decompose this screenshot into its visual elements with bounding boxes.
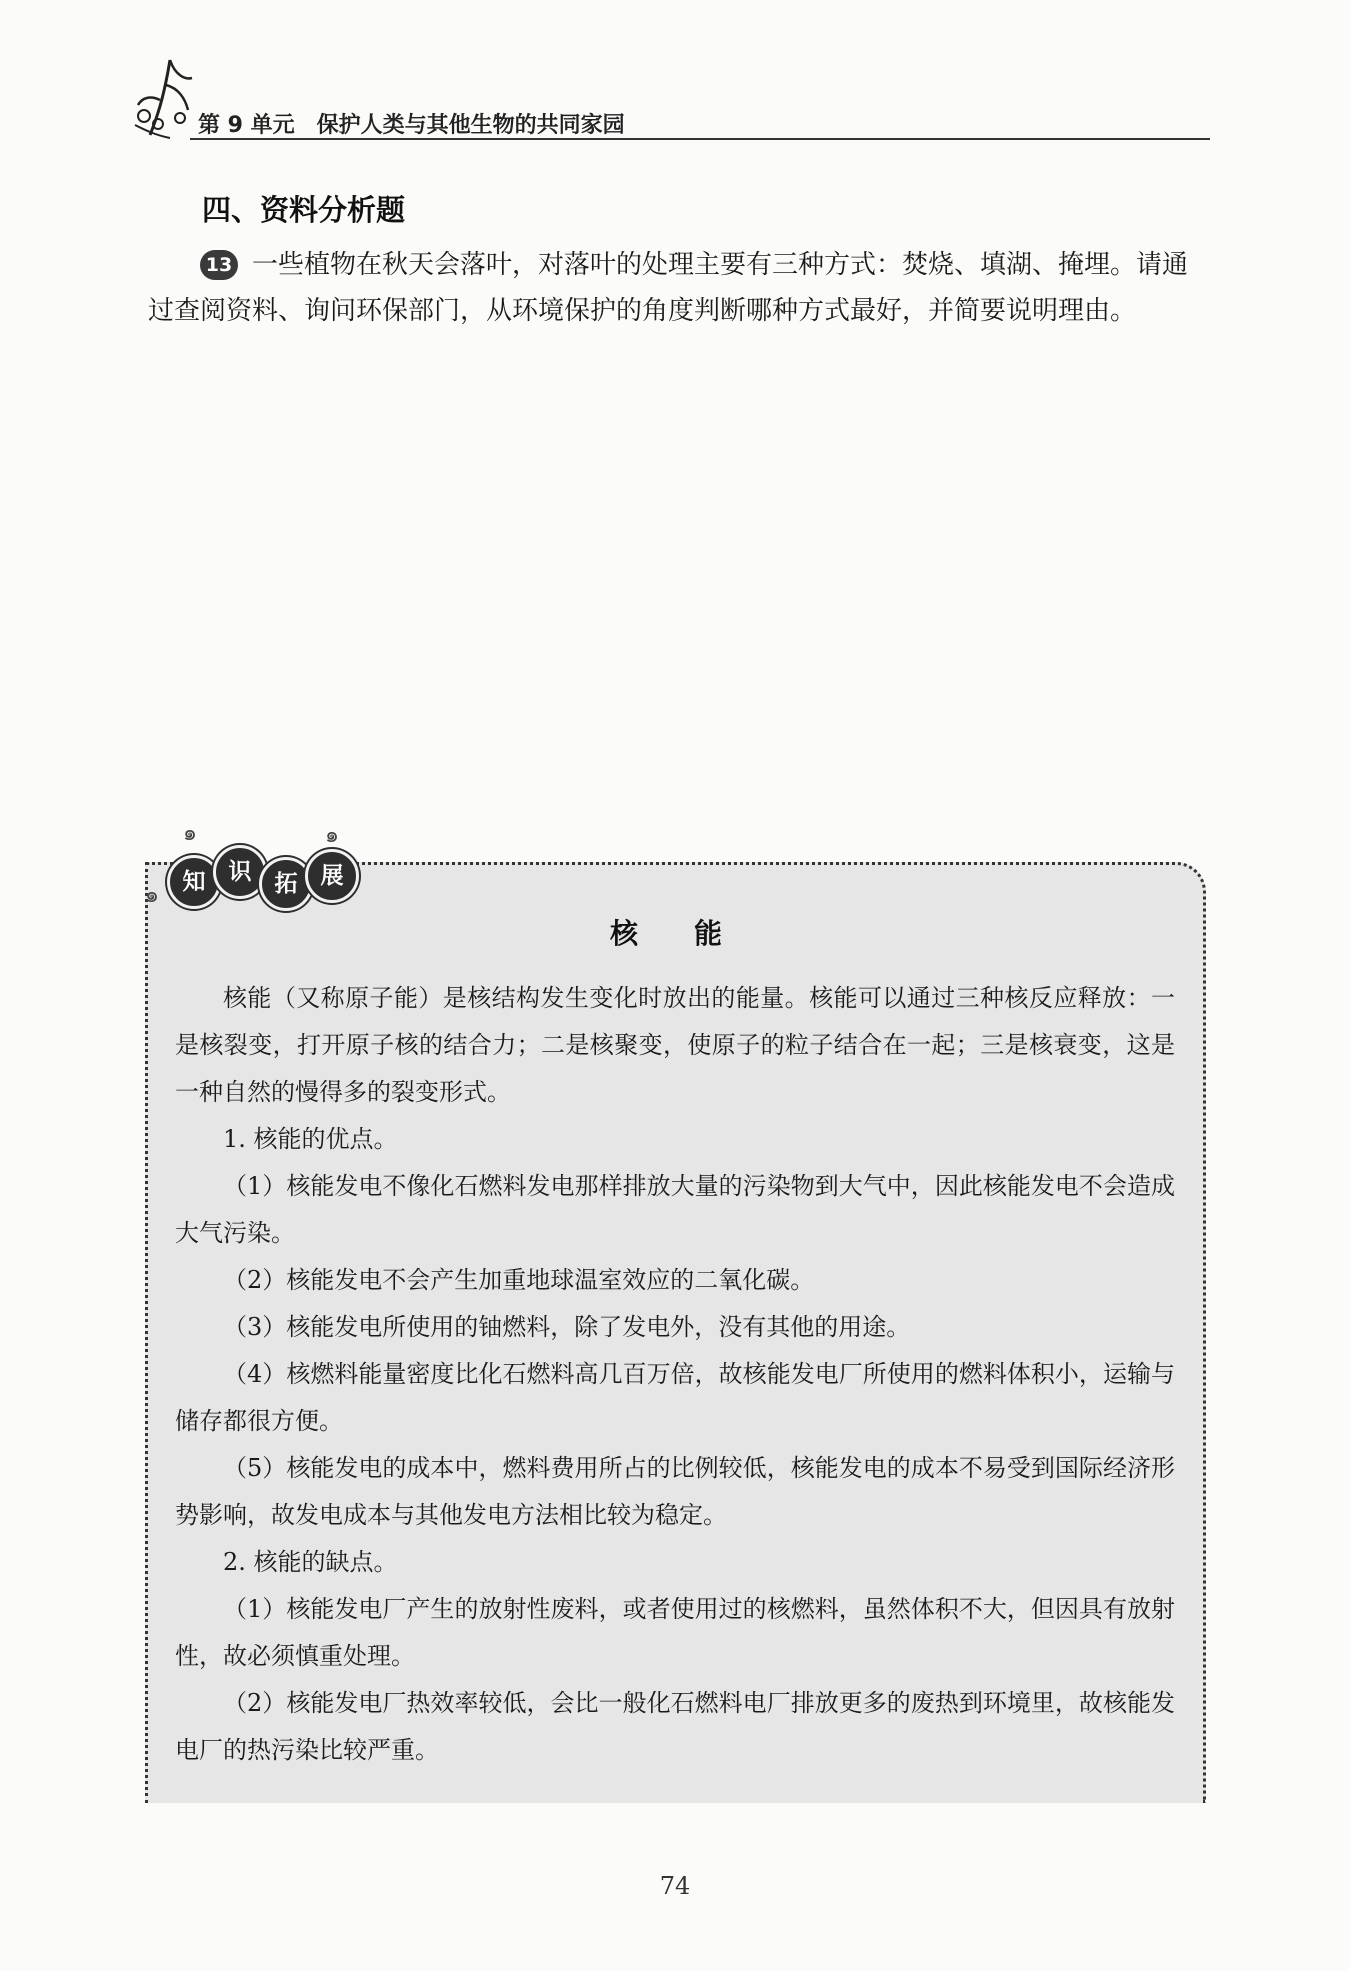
header-title (198, 108, 625, 139)
swirl-icon: ๑ (325, 823, 339, 848)
swirl-icon: ๑ (145, 883, 159, 908)
question-number-badge: 13 (200, 250, 238, 280)
badge-char-2: 识 (213, 845, 267, 899)
paragraph: （5）核能发电的成本中，燃料费用所占的比例较低，核能发电的成本不易受到国际经济形势影响，故发电成本与其他发电方法相比较为稳定。 (175, 1454, 1175, 1529)
paragraph: （3）核能发电所使用的铀燃料，除了发电外，没有其他的用途。 (223, 1313, 911, 1341)
badge-char-3: 拓 (259, 857, 313, 911)
section-title: 四、资料分析题 (202, 193, 406, 227)
paragraph: 2. 核能的缺点。 (223, 1548, 398, 1576)
knowledge-extension-badge (145, 815, 360, 915)
question-text: 一些植物在秋天会落叶，对落叶的处理主要有三种方式：焚烧、填湖、掩埋。请通过查阅资料、询问环保部门，从环境保护的角度判断哪种方式最好，并简要说明理由。 (148, 250, 1189, 326)
paragraph: 1. 核能的优点。 (223, 1125, 398, 1153)
page-header (130, 50, 1210, 140)
paragraph: （1）核能发电厂产生的放射性废料，或者使用过的核燃料，虽然体积不大，但因具有放射性，故必须慎重处理。 (175, 1595, 1175, 1670)
badge-char-4: 展 (305, 849, 359, 903)
question-13 (148, 242, 1208, 334)
header-unit: 第 9 单元 (198, 113, 295, 138)
knowledge-title: 核能 (610, 917, 779, 950)
header-unit-title: 保护人类与其他生物的共同家园 (316, 113, 625, 138)
paragraph: （4）核燃料能量密度比化石燃料高几百万倍，故核能发电厂所使用的燃料体积小，运输与储存都很方便。 (175, 1360, 1175, 1435)
swirl-icon: ๑ (183, 821, 197, 846)
knowledge-body (175, 975, 1175, 1774)
paragraph: （2）核能发电不会产生加重地球温室效应的二氧化碳。 (223, 1266, 815, 1294)
page-number: 74 (659, 1872, 691, 1900)
paragraph: （1）核能发电不像化石燃料发电那样排放大量的污染物到大气中，因此核能发电不会造成大气污染。 (175, 1172, 1175, 1247)
paragraph: 核能（又称原子能）是核结构发生变化时放出的能量。核能可以通过三种核反应释放：一是核裂变，打开原子核的结合力；二是核聚变，使原子的粒子结合在一起；三是核衰变，这是一种自然的慢得多的裂变形式。 (175, 984, 1175, 1106)
badge-char-1: 知 (167, 855, 221, 909)
paragraph: （2）核能发电厂热效率较低，会比一般化石燃料电厂排放更多的废热到环境里，故核能发电厂的热污染比较严重。 (175, 1689, 1175, 1764)
header-divider (190, 138, 1210, 140)
